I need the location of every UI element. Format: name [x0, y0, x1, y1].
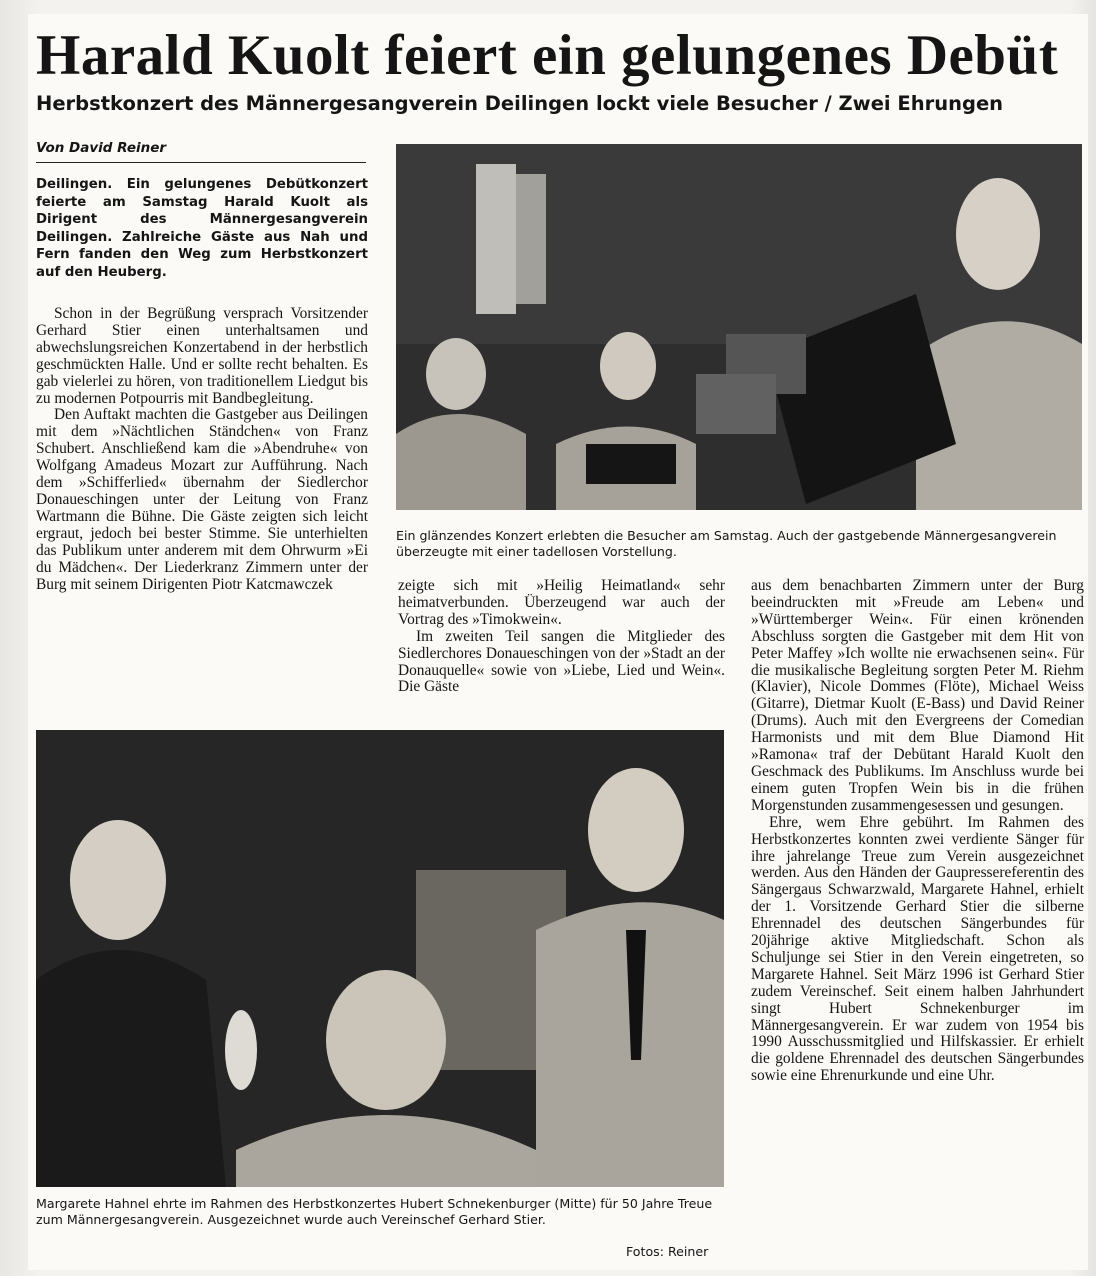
column-1-paragraph-2: Den Auftakt machten die Gastgeber aus Deilingen mit dem »Nächtlichen Ständchen« von Franz Schubert. Anschließend kam die »Abendruhe« von Wolfgang Amadeus Mozart zur Aufführung. Nach dem »Schifferlied« übernahm der Siedlerchor Donaueschingen unter der Leitung von Franz Wartmann die Bühne. Die Gäste zeigten sich leicht ergraut, jedoch bei bester Stimme. Sie unterhielten das Publikum unter anderem mit dem Ohrwurm »Ei du Mädchen«. Der Liederkranz Zimmern unter der Burg mit seinem Dirigenten Piotr Katcmawczek [36, 406, 368, 593]
headline: Harald Kuolt feiert ein gelungenes Debüt [36, 24, 1059, 87]
column-3-paragraph-1: aus dem benachbarten Zimmern unter der Burg beeindruckten mit »Freude am Leben« und »Württemberger Wein«. Für einen krönenden Abschluss sorgten die Gastgeber mit dem Hit von Peter Maffey »Ich wollte nie erwachsenen sein«. Für die musikalische Begleitung sorgten Peter M. Riehm (Klavier), Nicole Dommes (Flöte), Michael Weiss (Gitarre), Dietmar Kuolt (E-Bass) und David Reiner (Drums). Auch mit den Evergreens der Comedian Harmonists und mit dem Blue Diamond Hit »Ramona« traf der Debütant Harald Kuolt den Geschmack des Publikums. Im Anschluss wurde bei einem guten Tropfen Wein bis in die frühen Morgenstunden zusammengesessen und gesungen. [751, 577, 1084, 814]
article-column-3 [751, 578, 1084, 1085]
honoring-photo [36, 730, 724, 1187]
column-1-paragraph-1: Schon in der Begrüßung versprach Vorsitzender Gerhard Stier einen unterhaltsamen und abwechslungsreichen Konzertabend in der herbstlich geschmückten Halle. Und er sollte recht behalten. Es gab vielerlei zu hören, von traditionellem Liedgut bis zu modernen Potpourris mit Bandbegleitung. [36, 305, 368, 407]
lead-paragraph: Deilingen. Ein gelungenes Debütkonzert feierte am Samstag Harald Kuolt als Dirigent des Männergesangverein Deilingen. Zahlreiche Gäste aus Nah und Fern fanden den Weg zum Herbstkonzert auf den Heuberg. [36, 177, 368, 280]
column-2-paragraph-1: zeigte sich mit »Heilig Heimatland« sehr heimatverbunden. Überzeugend war auch der Vortrag des »Timokwein«. [398, 577, 725, 628]
photo-credit: Fotos: Reiner [626, 1244, 709, 1259]
article-column-2 [398, 578, 725, 696]
concert-photo [396, 144, 1082, 510]
honoring-photo-caption: Margarete Hahnel ehrte im Rahmen des Herbstkonzertes Hubert Schnekenburger (Mitte) für 50 Jahre Treue zum Männergesangverein. Ausgezeichnet wurde auch Vereinschef Gerhard Stier. [36, 1196, 713, 1227]
article-column-1 [36, 306, 368, 593]
subheadline: Herbstkonzert des Männergesangverein Deilingen lockt viele Besucher / Zwei Ehrungen [36, 92, 1004, 115]
choir-singing-image [396, 144, 1082, 510]
column-3-paragraph-2: Ehre, wem Ehre gebührt. Im Rahmen des Herbstkonzertes konnten zwei verdiente Sänger für ihre jahrelange Treue zum Verein ausgezeichnet werden. Aus den Händen der Gaupressereferentin des Sängergaus Schwarzwald, Margarete Hahnel, erhielt der 1. Vorsitzende Gerhard Stier die silberne Ehrennadel des deutschen Sängerbundes für 20jährige aktive Mitgliedschaft. Schon als Schuljunge sei Stier in den Verein eingetreten, so Margarete Hahnel. Seit März 1996 ist Gerhard Stier zudem Vereinschef. Seit einem halben Jahrhundert singt Hubert Schnekenburger im Männergesangverein. Er war zudem von 1954 bis 1990 Ausschussmitglied und Hilfskassier. Er erhielt die goldene Ehrennadel des deutschen Sängerbundes sowie eine Ehrenurkunde und eine Uhr. [751, 813, 1084, 1085]
honoring-ceremony-image [36, 730, 724, 1187]
column-2-paragraph-2: Im zweiten Teil sangen die Mitglieder des Siedlerchores Donaueschingen von der »Stadt an der Donauquelle« sowie von »Liebe, Lied und Wein«. Die Gäste [398, 627, 725, 696]
concert-photo-caption: Ein glänzendes Konzert erlebten die Besucher am Samstag. Auch der gastgebende Männergesangverein überzeugte mit einer tadellosen Vorstellung. [396, 528, 1057, 559]
byline: Von David Reiner [36, 140, 366, 163]
